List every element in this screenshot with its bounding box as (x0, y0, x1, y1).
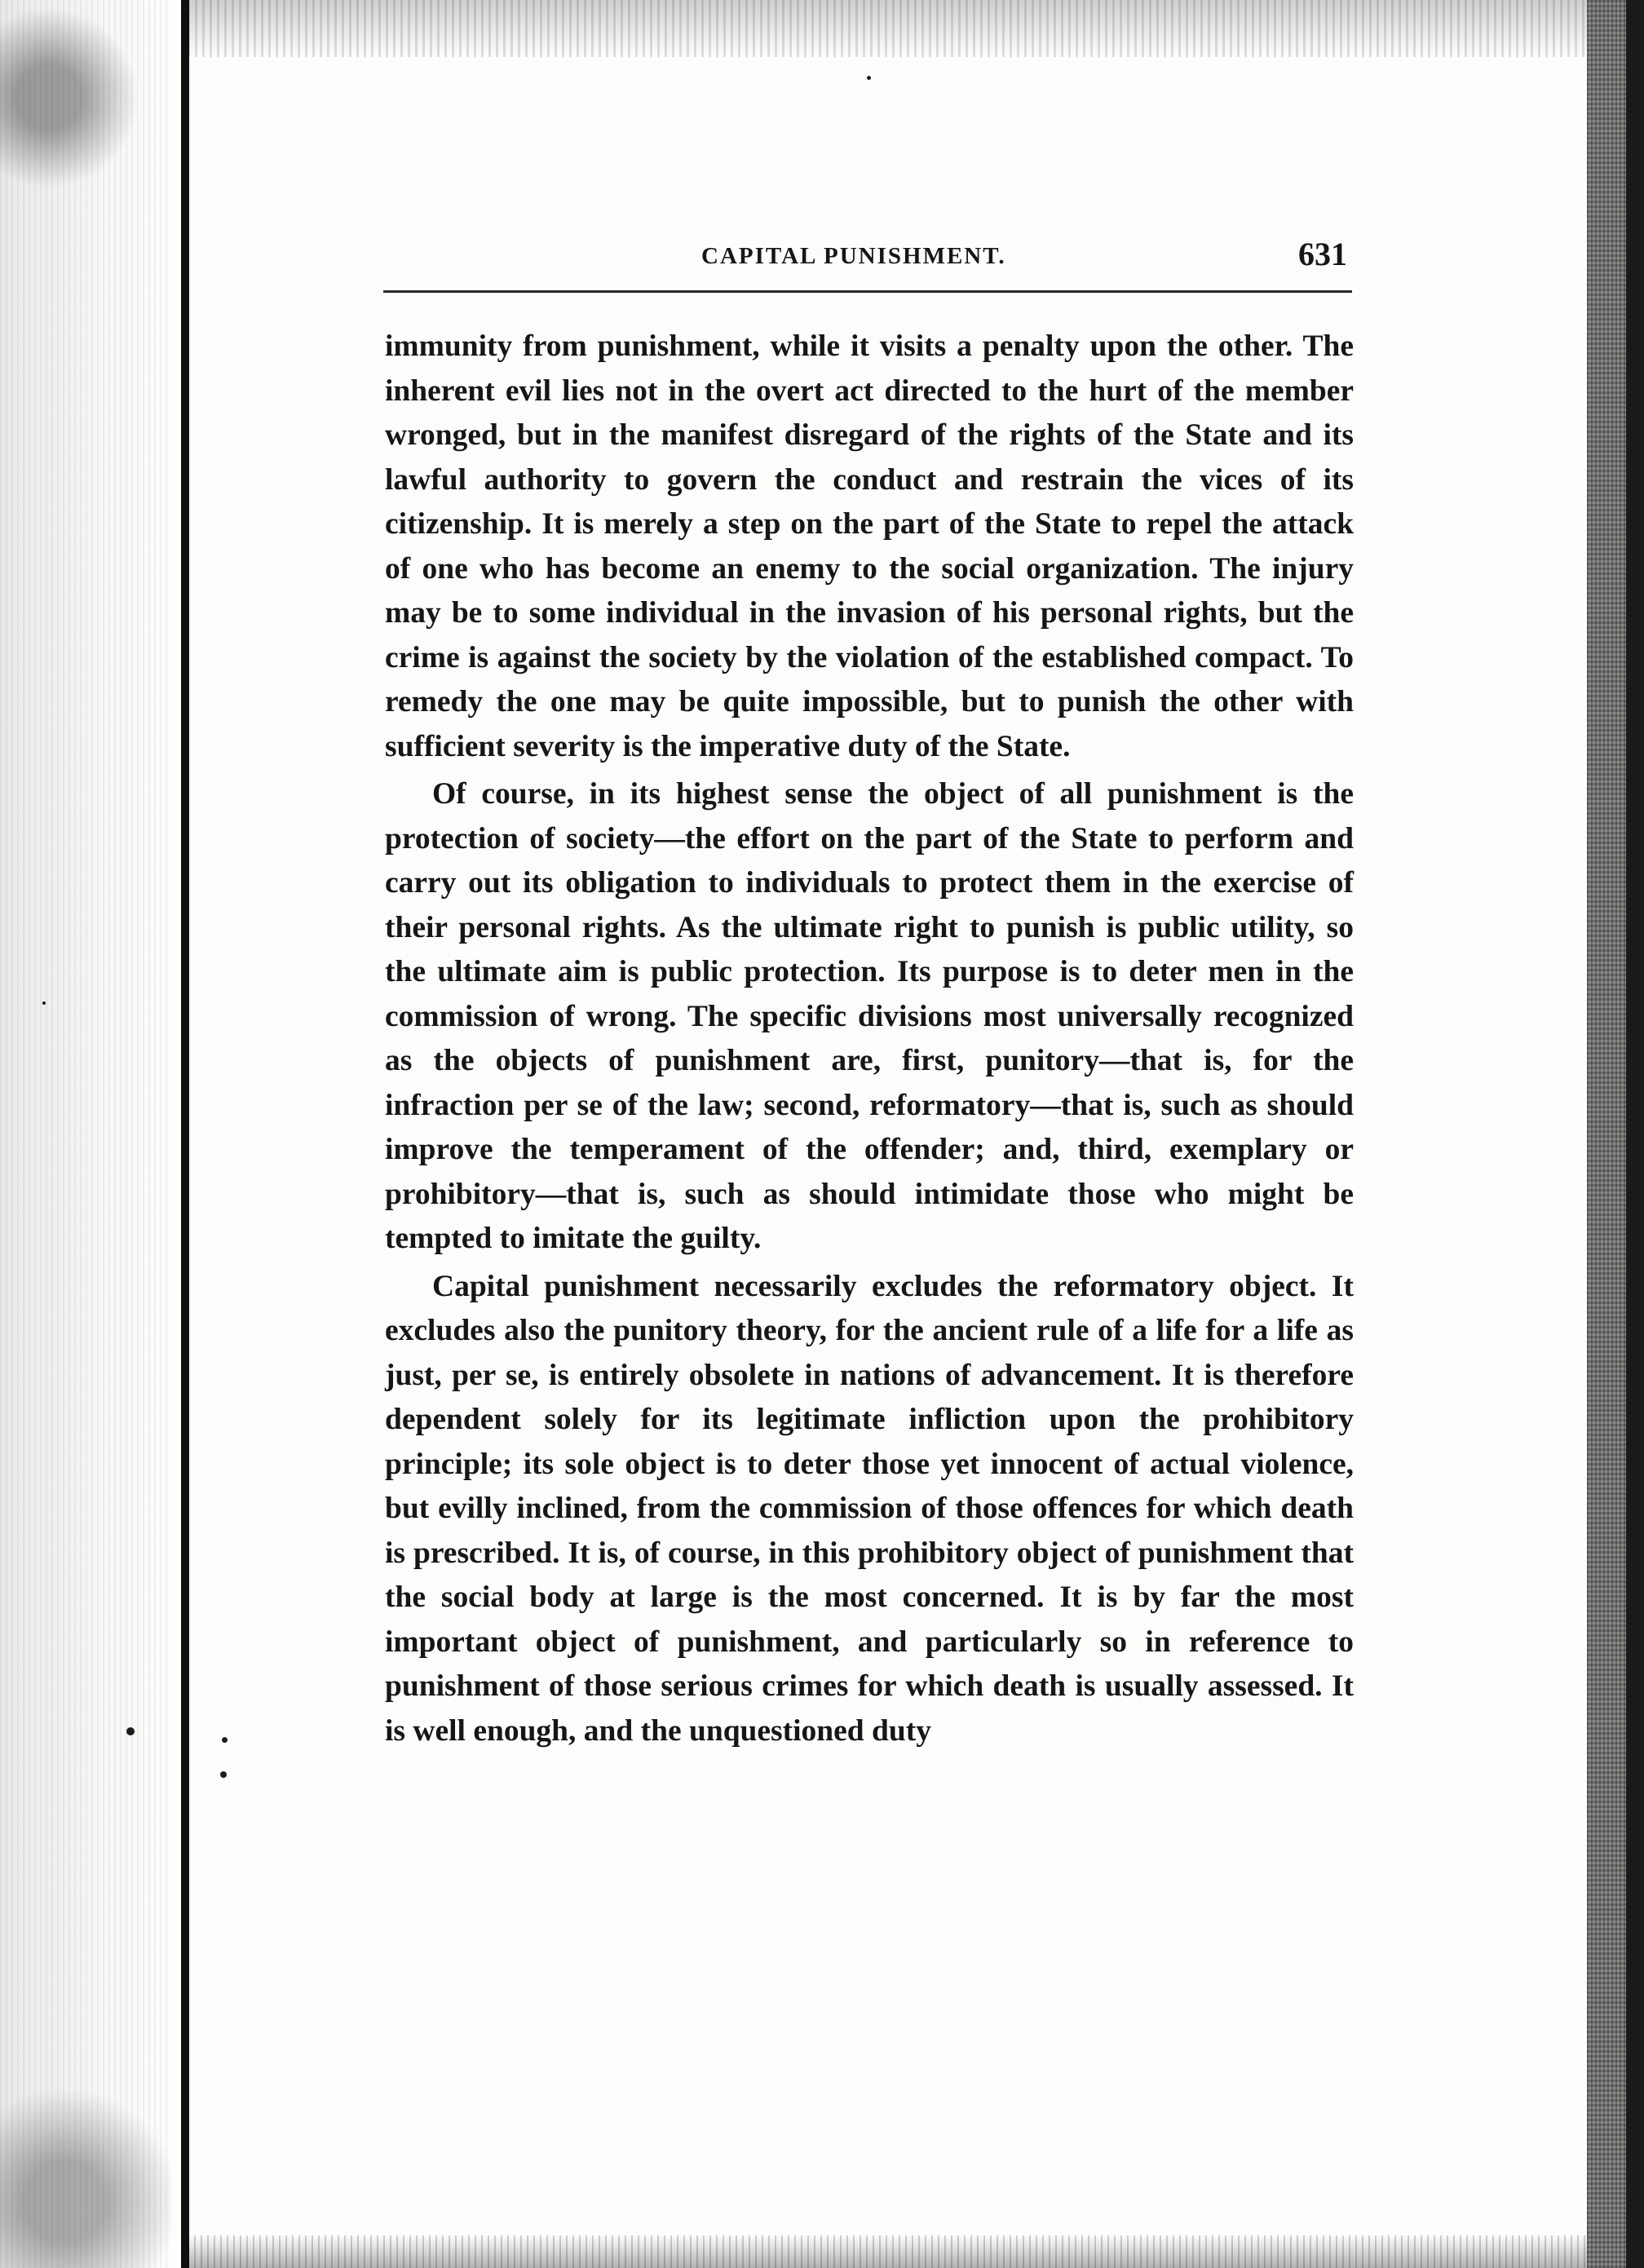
running-title: CAPITAL PUNISHMENT. (701, 243, 1006, 269)
scan-left-edge (0, 0, 171, 2268)
scan-speck (222, 1737, 228, 1743)
scan-top-edge (188, 0, 1598, 57)
paragraph: immunity from punishment, while it visits a penalty upon the other. The inherent evil lies not in the overt act directed to the hurt of the member wronged, but in the manifest disregard of the rights of the State and its lawful authority to govern the conduct and restrain the vices of its citizenship. It is merely a step on the part of the State to repel the attack of one who has become an enemy to the social organization. The injury may be to some individual in the invasion of his personal rights, but the crime is against the society by the violation of the established compact. To remedy the one may be quite impossible, but to punish the other with sufficient severity is the imperative duty of the State. (385, 329, 1354, 763)
paragraph: Of course, in its highest sense the object of all punishment is the protection of society—the effort on the part of the State to perform and carry out its obligation to individuals to protect them in the exercise of their personal rights. As the ultimate right to punish is public utility, so the ultimate aim is public protection. Its purpose is to deter men in the commission of wrong. The specific divisions most universally recognized as the objects of punishment are, first, punitory—that is, for the infraction per se of the law; second, reformatory—that is, such as should improve the temperament of the offender; and, third, exemplary or prohibitory—that is, such as should intimidate those who might be tempted to imitate the guilty. (385, 777, 1354, 1255)
running-head (383, 225, 1354, 282)
scan-speck (126, 1727, 135, 1735)
paragraph: Capital punishment necessarily excludes the reformatory object. It excludes also the punitory theory, for the ancient rule of a life for a life as just, per se, is entirely obsolete in nations of advancement. It is therefore dependent solely for its legitimate infliction upon the prohibitory principle; its sole object is to deter those yet innocent of actual violence, but evilly inclined, from the commission of those offences for which death is prescribed. It is, of course, in this prohibitory object of punishment that the social body at large is the most concerned. It is by far the most important object of punishment, and particularly so in reference to punishment of those serious crimes for which death is usually assessed. It is well enough, and the unquestioned duty (385, 1269, 1354, 1748)
page-number: 631 (1298, 236, 1347, 272)
scan-bottom-edge (188, 2235, 1598, 2268)
scan-right-edge (1587, 0, 1644, 2268)
scan-speck (220, 1771, 227, 1778)
scan-speck (867, 76, 871, 80)
binding-shadow-line (181, 0, 189, 2268)
header-rule (383, 290, 1352, 293)
body-text (385, 325, 1354, 1753)
scan-speck (42, 1001, 46, 1005)
